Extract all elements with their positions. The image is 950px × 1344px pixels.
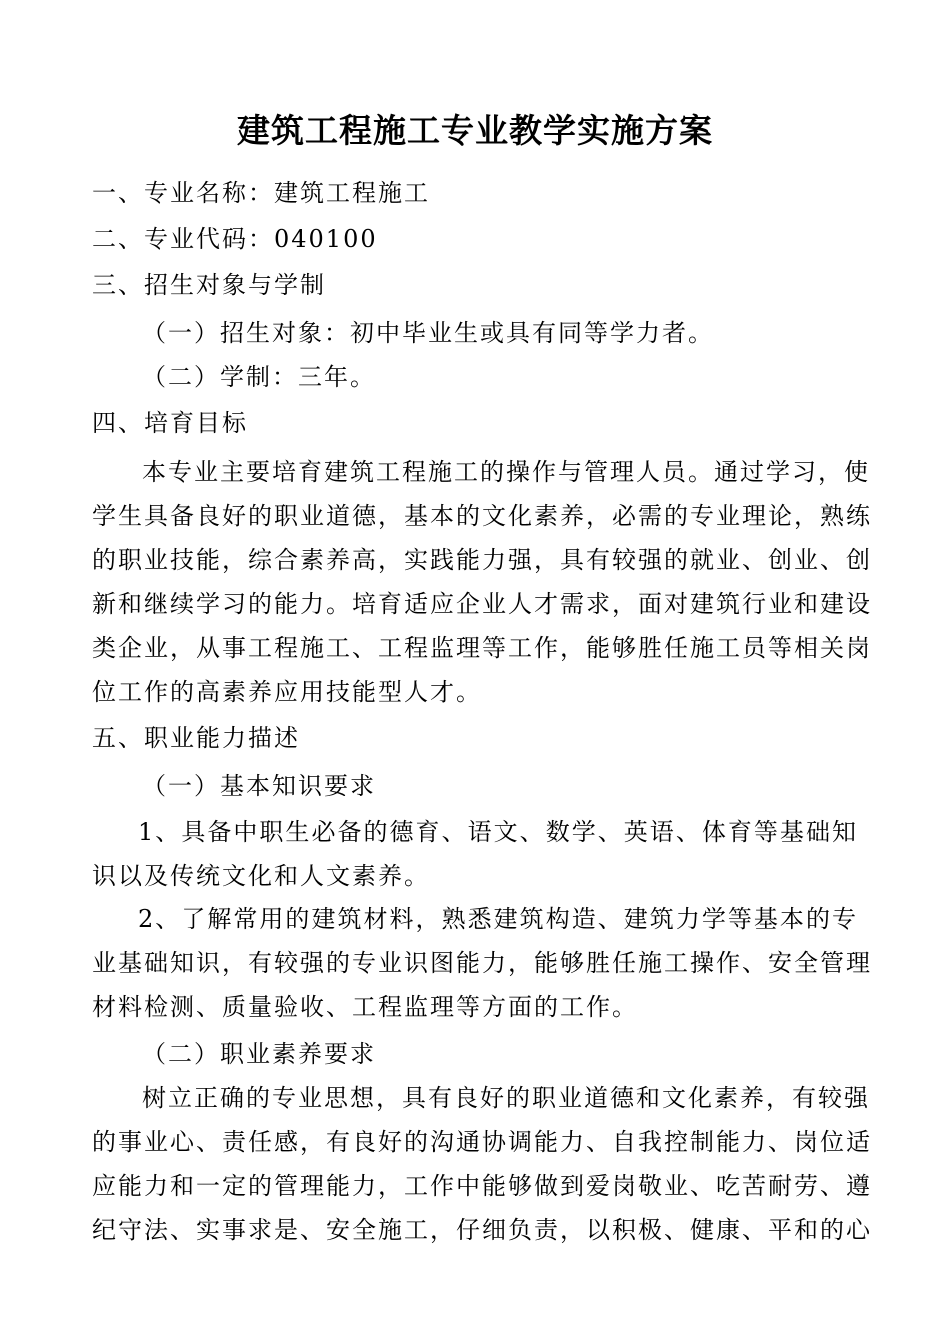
paragraph-line: 树立正确的专业思想，具有良好的职业道德和文化素养，有较强 — [142, 1084, 870, 1112]
section-3-heading: 三、招生对象与学制 — [92, 271, 326, 299]
paragraph-line: 纪守法、实事求是、安全施工，仔细负责，以积极、健康、平和的心 — [92, 1216, 872, 1244]
paragraph-line: 1、具备中职生必备的德育、语文、数学、英语、体育等基础知 — [138, 818, 858, 846]
paragraph-line: 新和继续学习的能力。培育适应企业人才需求，面对建筑行业和建设 — [92, 590, 872, 618]
section-5-sub-2: （二）职业素养要求 — [142, 1040, 376, 1068]
section-1-heading: 一、专业名称：建筑工程施工 — [92, 179, 430, 207]
paragraph-line: 的事业心、责任感，有良好的沟通协调能力、自我控制能力、岗位适 — [92, 1128, 872, 1156]
paragraph-line: 类企业，从事工程施工、工程监理等工作，能够胜任施工员等相关岗 — [92, 634, 872, 662]
section-5-sub-1: （一）基本知识要求 — [142, 772, 376, 800]
section-2-heading: 二、专业代码：040100 — [92, 225, 378, 253]
paragraph-line: 识以及传统文化和人文素养。 — [92, 862, 430, 890]
paragraph-line: 本专业主要培育建筑工程施工的操作与管理人员。通过学习，使 — [142, 458, 870, 486]
paragraph-line: 应能力和一定的管理能力，工作中能够做到爱岗敬业、吃苦耐劳、遵 — [92, 1172, 872, 1200]
paragraph-line: 的职业技能，综合素养高，实践能力强，具有较强的就业、创业、创 — [92, 546, 872, 574]
section-3-item-1: （一）招生对象：初中毕业生或具有同等学力者。 — [142, 319, 714, 347]
paragraph-line: 2、了解常用的建筑材料，熟悉建筑构造、建筑力学等基本的专 — [138, 905, 858, 933]
section-3-item-2: （二）学制：三年。 — [142, 363, 376, 391]
paragraph-line: 材料检测、质量验收、工程监理等方面的工作。 — [92, 993, 638, 1021]
section-4-heading: 四、培育目标 — [92, 409, 248, 437]
paragraph-line: 学生具备良好的职业道德，基本的文化素养，必需的专业理论，熟练 — [92, 502, 872, 530]
section-5-heading: 五、职业能力描述 — [92, 724, 300, 752]
paragraph-line: 业基础知识，有较强的专业识图能力，能够胜任施工操作、安全管理 — [92, 949, 872, 977]
document-title: 建筑工程施工专业教学实施方案 — [237, 111, 713, 150]
paragraph-line: 位工作的高素养应用技能型人才。 — [92, 678, 482, 706]
